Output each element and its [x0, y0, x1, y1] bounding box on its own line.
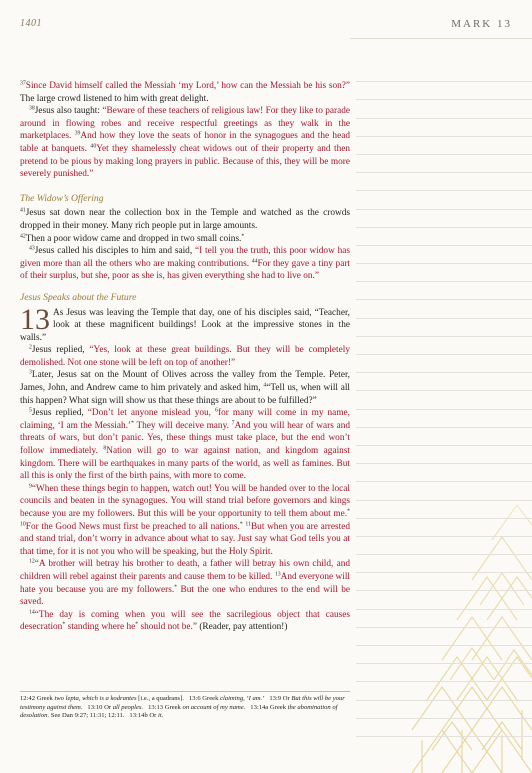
verse-number: 9 [29, 483, 32, 490]
verse-text: Then a poor widow came and dropped in two small coins. [25, 233, 242, 244]
verse-paragraph [20, 245, 350, 283]
words-of-jesus: But when you are arrested and stand trial, don’t worry in advance about what to say. Just say what God tells you at that time, for it is not you who will be speaking, but the Holy Spirit. [20, 521, 350, 557]
book-chapter-title: MARK 13 [451, 18, 512, 30]
verse-paragraph [20, 233, 350, 246]
verse-number: 12 [29, 558, 35, 565]
words-of-jesus: And you will hear of wars and threats of wars, but don’t panic. Yes, these things must take place, but the end won’t follow immediately. [20, 420, 350, 457]
words-of-jesus: “The day is coming when you will see the sacrilegious object that causes desecration [20, 609, 350, 633]
verse-number: 6 [215, 407, 218, 414]
verse-number: 14 [29, 609, 35, 616]
words-of-jesus: “Beware of these teachers of religious law! For they like to parade around in flowing robes and receive respectful greetings as they walk in the marketplaces. [20, 106, 350, 142]
words-of-jesus: “Don’t let anyone mislead you, [87, 408, 216, 419]
words-of-jesus: For they gave a tiny part of their surplus, but she, poor as she is, has given everything she had to live on.” [20, 258, 350, 282]
footnote-text: Greek [202, 695, 221, 702]
verse-text: Later, Jesus sat on the Mount of Olives across the valley from the Temple. Peter, James, John, and Andrew came to him privately and asked him, [20, 370, 350, 394]
verse-text: “Teacher, look at these magnificent buildings! Look at the impressive stones in the walls.” [20, 307, 350, 343]
verse-number: 13 [274, 571, 281, 578]
verse-number: 43 [29, 245, 35, 252]
verse-paragraph [20, 609, 350, 634]
footnote-text: See Dan 9:27; 11:31; 12:11. [49, 712, 125, 720]
verse-paragraph [20, 344, 350, 369]
footnote-text: claiming, ‘I am.’ [220, 695, 265, 702]
words-of-jesus: Yet they shamelessly cheat widows out of their property and then pretend to be pious by making long prayers in public. Because of this, they will be more severely punished.” [20, 143, 350, 180]
words-of-jesus: standing where he [65, 622, 136, 633]
footnote-text: Greek [36, 695, 55, 702]
words-of-jesus: Since David himself called the Messiah ‘my Lord,’ how can the Messiah be his son?” [25, 81, 350, 91]
footnote-marker[interactable]: * [239, 521, 243, 528]
page-number: 1401 [20, 18, 42, 29]
verse-number: 41 [20, 207, 26, 214]
words-of-jesus: And everyone will hate you because you are my followers. [20, 571, 350, 595]
verse-paragraph [20, 207, 350, 232]
verse-paragraph [20, 407, 350, 483]
footnote-text: the abomination of desolation. [20, 703, 338, 720]
verse-text: Jesus called his disciples to him and said, [34, 246, 195, 257]
verse-text: The large crowd listened to him with great delight. [20, 93, 209, 104]
verse-number: 11 [245, 521, 251, 528]
verse-text: Jesus also taught: [34, 106, 103, 117]
verse-number: 8 [103, 445, 107, 452]
verse-number: 2 [29, 344, 32, 351]
verse-number: 7 [231, 420, 235, 427]
footnote-text: on account of my name. [182, 703, 246, 711]
verse-number: 10 [20, 521, 26, 528]
footnote-text: Greek [269, 703, 288, 711]
verse-number: 44 [251, 258, 258, 265]
verse-number: 37 [20, 80, 26, 87]
words-of-jesus: for many will come in my name, claiming, ‘I am the Messiah.’ [20, 408, 350, 431]
verse-paragraph [20, 558, 350, 608]
words-of-jesus: But the one who endures to the end will be saved. [20, 584, 350, 608]
footnote-text: it. [158, 712, 164, 720]
footnote-marker[interactable]: * [62, 621, 66, 628]
footnote-text: Or [149, 712, 159, 720]
words-of-jesus: “I tell you the truth, this poor widow has given more than all the others who are making contributions. [20, 246, 350, 269]
footnote-text: Or [104, 703, 113, 711]
verse-paragraph [20, 105, 350, 181]
footnote-ref: 13:6 [188, 695, 201, 702]
footnote-marker[interactable]: * [174, 584, 178, 591]
verse-number: 4 [263, 382, 267, 389]
notes-lines [356, 64, 532, 737]
verse-number: 39 [74, 130, 81, 137]
footnote-marker[interactable]: * [131, 420, 134, 427]
verse-text: (Reader, pay attention!) [197, 622, 288, 633]
footnote-text: all peoples. [112, 703, 144, 711]
footnote-text: But this will be your testimony against them. [20, 695, 345, 711]
footnote-ref: 13:9 [269, 695, 282, 702]
chapter-number: 13 [20, 302, 50, 336]
words-of-jesus: “Yes, look at these great buildings. But they will be completely demolished. Not one stone will be left on top of another!” [20, 345, 350, 368]
words-of-jesus: They will deceive many. [133, 420, 232, 431]
verse-paragraph [20, 80, 350, 105]
running-header [20, 18, 512, 34]
footnote [20, 695, 184, 702]
verse-paragraph [20, 483, 350, 559]
footnote-text: [i.e., a quadrans]. [136, 695, 184, 702]
footnote-ref: 12:42 [20, 695, 36, 702]
section-heading: Jesus Speaks about the Future [20, 291, 137, 303]
verse-text: Jesus replied, [31, 345, 90, 356]
footnote [129, 712, 163, 719]
footnote-marker[interactable]: * [241, 233, 245, 240]
section-heading: The Widow’s Offering [20, 192, 104, 204]
verse-paragraph [20, 302, 350, 345]
footnote [189, 695, 264, 702]
words-of-jesus: Nation will go to war against nation, and kingdom against kingdom. There will be earthquakes in many parts of the world, as well as famines. But all this is only the first of the birth pains, with more to come. [20, 446, 350, 482]
verse-text: Jesus replied, [31, 408, 88, 419]
footnote-ref: 13:13 [148, 703, 164, 711]
footnote [87, 704, 143, 711]
footnote-text: two lepta, which is a kodrantes [54, 695, 137, 702]
footnote-text: Or [282, 695, 292, 702]
words-of-jesus: And how they love the seats of honor in the synagogues and the head table at banquets. [20, 131, 350, 154]
footnote [148, 704, 245, 711]
verse-text: As Jesus was leaving the Temple that day, one of his disciples said, [53, 307, 315, 318]
footnote-ref: 13:14b [129, 712, 148, 720]
verse-paragraph [20, 369, 350, 407]
words-of-jesus: “A brother will betray his brother to death, a father will betray his own child, and children will rebel against their parents and cause them to be killed. [20, 559, 350, 582]
verse-text: Jesus sat down near the collection box in the Temple and watched as the crowds dropped in their money. Many rich people put in large amounts. [20, 208, 350, 231]
verse-number: 3 [29, 369, 32, 376]
words-of-jesus: should not be.” [138, 622, 197, 633]
header-rule [350, 38, 532, 39]
verse-number: 42 [20, 233, 26, 240]
footnote-marker[interactable]: * [347, 508, 350, 515]
verse-number: 40 [90, 143, 97, 150]
footnote-ref: 13:10 [87, 703, 103, 711]
words-of-jesus: “When these things begin to happen, watch out! You will be handed over to the local councils and beaten in the synagogues. You will stand trial before governors and kings because you are my followers. But this will be your opportunity to tell them about me. [20, 483, 350, 519]
verse-number: 5 [29, 407, 32, 414]
footnotes [20, 691, 350, 721]
footnote-ref: 13:14a [250, 703, 269, 711]
verse-text: “Tell us, when will all this happen? What sign will show us that these things are about to be fulfilled?” [20, 383, 350, 406]
verse-number: 38 [29, 105, 35, 112]
words-of-jesus: For the Good News must first be preached to all nations. [25, 521, 240, 532]
scripture-column [20, 80, 350, 634]
footnote-marker[interactable]: * [135, 621, 139, 628]
footnote-text: Greek [164, 703, 183, 711]
